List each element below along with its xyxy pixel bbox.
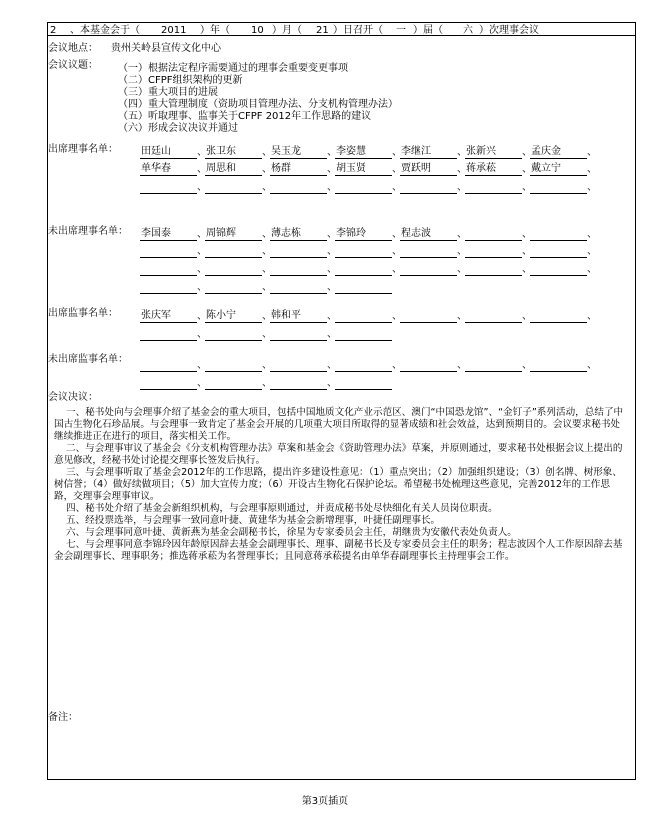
day-field[interactable]: 21 (316, 25, 329, 36)
name-field[interactable] (400, 262, 457, 276)
separator: 、 (457, 147, 467, 158)
name-field[interactable]: 张庆军 (140, 309, 197, 323)
separator: 、 (262, 360, 272, 371)
resolution-paragraph: 二、与会理事审议了基金会《分支机构管理办法》草案和基金会《资助管理办法》草案，并原则通过，要求秘书处根据会议上提出的意见修改，经秘书处讨论提交理事长签发后执行。 (54, 443, 623, 466)
name-field[interactable] (205, 327, 262, 341)
location-label: 会议地点： (48, 43, 98, 54)
name-field[interactable] (335, 309, 392, 323)
name-field[interactable]: 李继江 (400, 145, 457, 159)
name-field[interactable]: 周锦辉 (205, 227, 262, 241)
name-field[interactable] (140, 280, 197, 294)
name-field[interactable] (335, 376, 392, 390)
header-prefix: 、本基金会于（ (70, 25, 140, 36)
separator: 、 (197, 264, 207, 275)
separator: 、 (197, 311, 207, 322)
separator: 、 (327, 360, 337, 371)
separator: 、 (587, 164, 597, 175)
name-field[interactable] (465, 180, 522, 194)
name-field[interactable]: 陈小宁 (205, 309, 262, 323)
separator: 、 (392, 164, 402, 175)
separator: 、 (522, 264, 532, 275)
name-field[interactable] (205, 358, 262, 372)
year-suffix: ）年（ (200, 25, 230, 36)
separator: 、 (262, 329, 272, 340)
separator: 、 (587, 229, 597, 240)
name-field[interactable] (140, 244, 197, 258)
attending-supervisors-label: 出席监事名单： (48, 308, 118, 319)
separator: 、 (522, 311, 532, 322)
page-footer: 第3页插页 (301, 796, 349, 807)
separator: 、 (392, 360, 402, 371)
resolutions-body (54, 407, 624, 563)
separator: 、 (522, 182, 532, 193)
separator: 、 (327, 378, 337, 389)
name-field[interactable] (465, 262, 522, 276)
name-field[interactable] (140, 180, 197, 194)
absent-directors-label: 未出席理事名单： (48, 226, 128, 237)
name-field[interactable] (400, 358, 457, 372)
separator: 、 (197, 164, 207, 175)
agenda-item: （四）重大管理制度（资助项目管理办法、分支机构管理办法） (118, 99, 398, 110)
name-field[interactable]: 周思和 (205, 162, 262, 176)
resolution-paragraph: 一、秘书处向与会理事介绍了基金会的重大项目，包括中国地质文化产业示范区、澳门“中国恐龙馆”、“金钉子”系列活动，总结了中国古生物化石珍品展。与会理事一致肯定了基金会开展的几项重大项目所取得的显著成绩和社会效益，达到预期目的。会议要求秘书处继续推进正在进行的项目，落实相关工作。 (54, 407, 624, 442)
name-field[interactable] (465, 244, 522, 258)
attending-directors-label: 出席理事名单： (48, 144, 118, 155)
name-field[interactable]: 张新兴 (465, 145, 522, 159)
name-field[interactable] (205, 262, 262, 276)
name-field[interactable] (530, 244, 587, 258)
name-field[interactable] (205, 244, 262, 258)
separator: 、 (197, 360, 207, 371)
name-field[interactable]: 贾跃明 (400, 162, 457, 176)
item-number: 2 (50, 25, 57, 36)
separator: 、 (392, 147, 402, 158)
name-field[interactable] (530, 262, 587, 276)
name-field[interactable] (335, 262, 392, 276)
absent-supervisors-label: 未出席监事名单： (48, 354, 128, 365)
separator: 、 (587, 182, 597, 193)
separator: 、 (197, 147, 207, 158)
resolution-paragraph: 六、与会理事同意叶捷、黄新燕为基金会副秘书长，徐星为专家委员会主任，胡继贵为安徽代表处负责人。 (66, 527, 517, 538)
session-suffix: ）次理事会议 (479, 25, 539, 36)
separator: 、 (457, 360, 467, 371)
separator: 、 (587, 311, 597, 322)
name-field[interactable]: 李姿慧 (335, 145, 392, 159)
day-suffix: ）日召开（ (333, 25, 383, 36)
separator: 、 (522, 246, 532, 257)
separator: 、 (457, 229, 467, 240)
separator: 、 (327, 282, 337, 293)
session-field[interactable]: 六 (463, 25, 473, 36)
separator: 、 (457, 246, 467, 257)
separator: 、 (262, 182, 272, 193)
agenda-item: （六）形成会议决议并通过 (118, 123, 238, 134)
separator: 、 (262, 311, 272, 322)
name-field[interactable]: 程志波 (400, 227, 457, 241)
separator: 、 (392, 264, 402, 275)
resolution-paragraph: 七、与会理事同意李锦玲因年龄原因辞去基金会副理事长、理事、副秘书长及专家委员会主任的职务；程志波因个人工作原因辞去基金会副理事长、理事职务；推选蒋承菘为名誉理事长；且同意蒋承菘提名由单华春副理事长主持理事会工作。 (54, 539, 623, 562)
separator: 、 (262, 147, 272, 158)
separator: 、 (327, 264, 337, 275)
remarks-label: 备注： (48, 712, 78, 723)
separator: 、 (457, 164, 467, 175)
separator: 、 (197, 329, 207, 340)
name-field[interactable] (270, 376, 327, 390)
agenda-item: （一）根据法定程序需要通过的理事会重要变更事项 (118, 63, 348, 74)
agenda-item: （五）听取理事、监事关于CFPF 2012年工作思路的建议 (118, 111, 372, 122)
separator: 、 (587, 246, 597, 257)
separator: 、 (262, 378, 272, 389)
name-field[interactable]: 张卫东 (205, 145, 262, 159)
name-field[interactable] (140, 358, 197, 372)
separator: 、 (522, 147, 532, 158)
name-field[interactable]: 薄志栋 (270, 227, 327, 241)
name-field[interactable] (140, 376, 197, 390)
name-field[interactable] (530, 309, 587, 323)
name-field[interactable] (335, 244, 392, 258)
separator: 、 (392, 246, 402, 257)
month-field[interactable]: 10 (251, 25, 264, 36)
separator: 、 (327, 311, 337, 322)
separator: 、 (327, 164, 337, 175)
separator: 、 (522, 164, 532, 175)
name-field[interactable]: 胡玉贤 (335, 162, 392, 176)
name-field[interactable] (530, 180, 587, 194)
name-field[interactable]: 杨群 (270, 162, 327, 176)
resolution-paragraph: 四、秘书处介绍了基金会新组织机构，与会理事原则通过，并责成秘书处尽快细化有关人员岗位职责。 (66, 503, 498, 514)
separator: 、 (197, 378, 207, 389)
separator: 、 (327, 329, 337, 340)
separator: 、 (262, 246, 272, 257)
resolutions-label: 会议决议： (48, 392, 98, 403)
name-field[interactable] (140, 262, 197, 276)
name-field[interactable] (530, 358, 587, 372)
name-field[interactable] (270, 244, 327, 258)
separator: 、 (262, 282, 272, 293)
name-field[interactable] (465, 309, 522, 323)
name-field[interactable]: 孟庆金 (530, 145, 587, 159)
resolution-paragraph: 五、经投票选举，与会理事一致同意叶捷、黄建华为基金会新增理事，叶捷任副理事长。 (66, 515, 441, 526)
name-field[interactable]: 李锦玲 (335, 227, 392, 241)
separator: 、 (327, 229, 337, 240)
name-field[interactable] (335, 180, 392, 194)
separator: 、 (522, 229, 532, 240)
name-field[interactable] (400, 180, 457, 194)
term-field[interactable]: 一 (396, 25, 406, 36)
separator: 、 (197, 229, 207, 240)
separator: 、 (262, 264, 272, 275)
name-field[interactable] (205, 180, 262, 194)
name-field[interactable] (530, 227, 587, 241)
name-field[interactable] (270, 262, 327, 276)
name-field[interactable]: 韩和平 (270, 309, 327, 323)
name-field[interactable] (205, 376, 262, 390)
separator: 、 (457, 264, 467, 275)
name-field[interactable] (270, 327, 327, 341)
agenda-label: 会议议题： (48, 60, 98, 71)
separator: 、 (587, 360, 597, 371)
name-field[interactable]: 单华春 (140, 162, 197, 176)
separator: 、 (457, 311, 467, 322)
separator: 、 (327, 147, 337, 158)
separator: 、 (457, 182, 467, 193)
name-field[interactable] (400, 309, 457, 323)
separator: 、 (392, 229, 402, 240)
separator: 、 (587, 264, 597, 275)
month-suffix: ）月（ (272, 25, 302, 36)
resolution-paragraph: 三、与会理事听取了基金会2012年的工作思路，提出许多建设性意见：（1）重点突出；（2）加强组织建设；（3）创名牌、树形象、树信誉；（4）做好续做项目；（5）加大宣传力度；（6）开设古生物化石保护论坛。希望秘书处梳理这些意见，完善2012年的工作思路，交理事会理事审议。 (54, 467, 622, 502)
agenda-item: （三）重大项目的进展 (118, 87, 218, 98)
separator: 、 (522, 360, 532, 371)
form-frame (47, 22, 636, 780)
term-suffix: ）届（ (413, 25, 443, 36)
separator: 、 (327, 246, 337, 257)
name-field[interactable] (465, 227, 522, 241)
name-field[interactable] (270, 358, 327, 372)
year-field[interactable]: 2011 (161, 25, 187, 36)
separator: 、 (197, 182, 207, 193)
separator: 、 (262, 164, 272, 175)
name-field[interactable]: 蒋承菘 (465, 162, 522, 176)
name-field[interactable]: 李国泰 (140, 227, 197, 241)
separator: 、 (262, 229, 272, 240)
name-field[interactable] (205, 280, 262, 294)
separator: 、 (197, 282, 207, 293)
name-field[interactable]: 戴立宁 (530, 162, 587, 176)
name-field[interactable] (400, 244, 457, 258)
separator: 、 (392, 182, 402, 193)
name-field[interactable] (270, 280, 327, 294)
separator: 、 (197, 246, 207, 257)
name-field[interactable] (140, 327, 197, 341)
agenda-item: （二）CFPF组织架构的更新 (118, 75, 243, 86)
separator: 、 (587, 147, 597, 158)
name-field[interactable] (465, 358, 522, 372)
name-field[interactable]: 田廷山 (140, 145, 197, 159)
name-field[interactable] (270, 180, 327, 194)
separator: 、 (327, 182, 337, 193)
name-field[interactable] (335, 280, 392, 294)
name-field[interactable] (335, 358, 392, 372)
name-field[interactable]: 吴玉龙 (270, 145, 327, 159)
name-field[interactable] (335, 327, 392, 341)
location-value: 贵州关岭县宣传文化中心 (111, 43, 221, 54)
separator: 、 (392, 311, 402, 322)
